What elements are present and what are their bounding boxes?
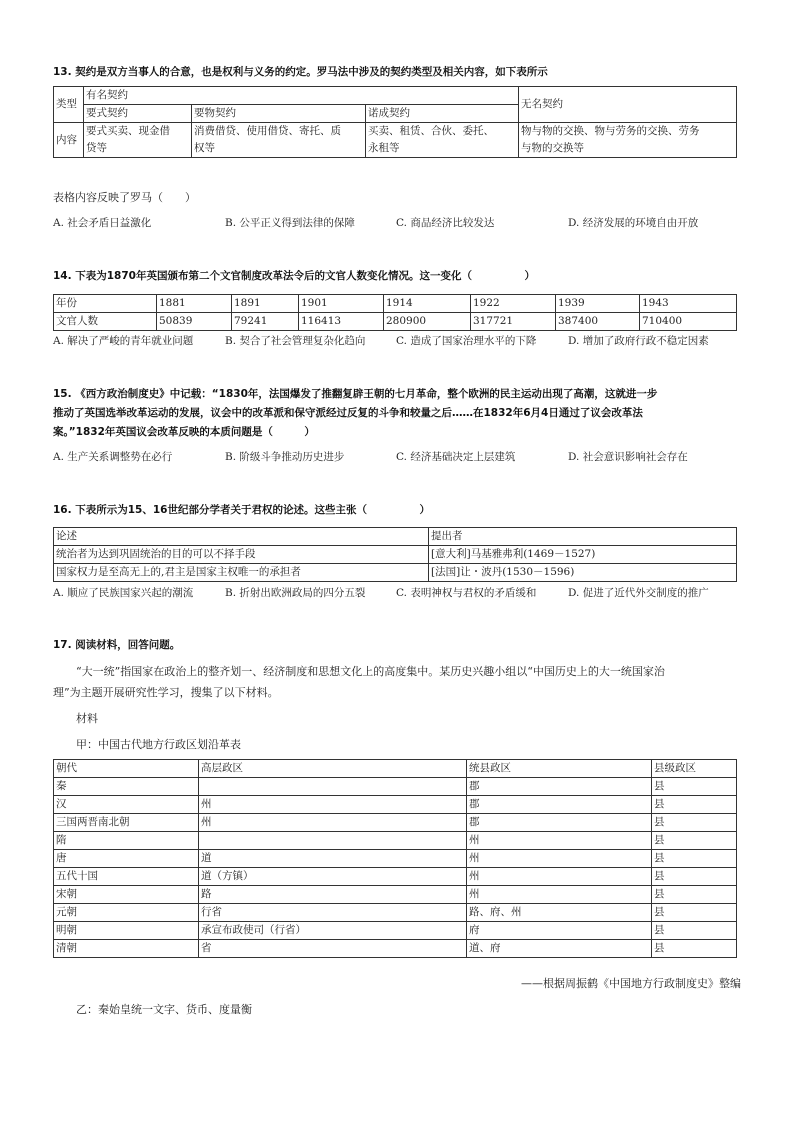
q17-table-cell: 路、府、州 — [467, 904, 652, 922]
q14-count: 79241 — [232, 313, 299, 331]
q17-admin-division-table — [53, 759, 737, 958]
q17-table-cell: 州 — [467, 832, 652, 850]
q13-option-a[interactable]: A. 社会矛盾日益激化 — [53, 217, 152, 229]
q14-year: 1939 — [556, 295, 640, 313]
q17-table-cell: 道、府 — [467, 940, 652, 958]
q17-table-row — [54, 940, 737, 958]
q14-year: 1914 — [384, 295, 471, 313]
q17-source: ——根据周振鹤《中国地方行政制度史》整编 — [521, 977, 741, 990]
q17-intro-line1: “大一统”指国家在政治上的整齐划一、经济制度和思想文化上的高度集中。某历史兴趣小组以“中国历史上的大一统国家治 — [76, 665, 665, 678]
q16-header-statement: 论述 — [54, 528, 429, 546]
q17-table-cell: 县 — [652, 814, 737, 832]
q17-material-jia: 甲：中国古代地方行政区划沿革表 — [76, 738, 241, 751]
q14-year: 1901 — [299, 295, 384, 313]
q17-table-cell: 县 — [652, 922, 737, 940]
q15-stem-line1: 15. 《西方政治制度史》中记载：“1830年，法国爆发了推翻复辟王朝的七月革命，整个欧洲的民主运动出现了高潮，这就进一步 — [53, 388, 658, 400]
q13-ask: 表格内容反映了罗马（ ） — [53, 191, 196, 204]
q14-count: 116413 — [299, 313, 384, 331]
q17-table-cell: 元朝 — [54, 904, 199, 922]
q14-option-b[interactable]: B. 契合了社会管理复杂化趋向 — [225, 335, 366, 347]
q13-row-content-label: 内容 — [54, 123, 84, 158]
q14-civil-servants-table — [53, 294, 737, 331]
q17-table-cell: 县 — [652, 796, 737, 814]
q17-table-cell: 路 — [199, 886, 467, 904]
q17-table-row — [54, 796, 737, 814]
q17-table-cell: 县 — [652, 886, 737, 904]
q17-table-row — [54, 778, 737, 796]
q16-option-b[interactable]: B. 折射出欧洲政局的四分五裂 — [225, 587, 366, 599]
q17-table-row — [54, 814, 737, 832]
q17-table-cell: 县 — [652, 832, 737, 850]
q17-table-cell: 三国两晋南北朝 — [54, 814, 199, 832]
q17-table-cell: 州 — [467, 886, 652, 904]
q16-author: [法国]让・波丹(1530－1596) — [429, 564, 737, 582]
q17-table-row — [54, 868, 737, 886]
q13-kind-3: 诺成契约 — [366, 105, 519, 123]
q17-table-cell: 州 — [467, 850, 652, 868]
q17-table-cell: 郡 — [467, 814, 652, 832]
q17-header: 统县政区 — [467, 760, 652, 778]
q17-material-yi: 乙：秦始皇统一文字、货币、度量衡 — [76, 1003, 252, 1016]
q13-stem: 13. 契约是双方当事人的合意，也是权利与义务的约定。罗马法中涉及的契约类型及相关内容，如下表所示 — [53, 66, 548, 78]
q16-monarchy-table — [53, 527, 737, 582]
q17-table-cell: 行省 — [199, 904, 467, 922]
q15-option-a[interactable]: A. 生产关系调整势在必行 — [53, 451, 173, 463]
q14-year: 1891 — [232, 295, 299, 313]
q17-header: 朝代 — [54, 760, 199, 778]
q14-option-c[interactable]: C. 造成了国家治理水平的下降 — [396, 335, 537, 347]
q14-year: 1943 — [640, 295, 737, 313]
q16-stem: 16. 下表所示为15、16世纪部分学者关于君权的论述。这些主张（ ） — [53, 504, 430, 516]
q17-table-row — [54, 922, 737, 940]
q17-stem: 17. 阅读材料，回答问题。 — [53, 639, 181, 651]
q14-count: 387400 — [556, 313, 640, 331]
q17-table-cell: 明朝 — [54, 922, 199, 940]
q15-option-d[interactable]: D. 社会意识影响社会存在 — [568, 451, 688, 463]
q13-content-1: 要式买卖、现金借 贷等 — [84, 123, 192, 158]
q13-row-type-label: 类型 — [54, 87, 84, 123]
q13-named-header: 有名契约 — [84, 87, 519, 105]
q17-header: 县级政区 — [652, 760, 737, 778]
q16-header-author: 提出者 — [429, 528, 737, 546]
q13-unnamed-header: 无名契约 — [519, 87, 737, 123]
q14-stem: 14. 下表为1870年英国颁布第二个文官制度改革法令后的文官人数变化情况。这一变化（ ） — [53, 270, 535, 282]
q17-table-cell: 秦 — [54, 778, 199, 796]
q17-table-cell — [199, 778, 467, 796]
q17-intro-line2: 理”为主题开展研究性学习，搜集了以下材料。 — [53, 686, 279, 699]
q14-year-label: 年份 — [54, 295, 157, 313]
q17-table-cell: 县 — [652, 850, 737, 868]
q17-header: 高层政区 — [199, 760, 467, 778]
q15-option-c[interactable]: C. 经济基础决定上层建筑 — [396, 451, 516, 463]
q14-count: 317721 — [471, 313, 556, 331]
q13-content-3: 买卖、租赁、合伙、委托、 永租等 — [366, 123, 519, 158]
q15-stem-line2: 推动了英国选举改革运动的发展，议会中的改革派和保守派经过反复的斗争和较量之后……在1832年6月4日通过了议会改革法 — [53, 407, 643, 419]
q16-option-d[interactable]: D. 促进了近代外交制度的推广 — [568, 587, 709, 599]
q16-option-a[interactable]: A. 顺应了民族国家兴起的潮流 — [53, 587, 194, 599]
q14-year: 1922 — [471, 295, 556, 313]
q17-table-cell: 府 — [467, 922, 652, 940]
q17-table-row — [54, 850, 737, 868]
q16-author: [意大利]马基雅弗利(1469－1527) — [429, 546, 737, 564]
q17-table-cell: 宋朝 — [54, 886, 199, 904]
q17-table-cell — [199, 832, 467, 850]
q17-table-row — [54, 886, 737, 904]
q16-statement: 国家权力是至高无上的,君主是国家主权唯一的承担者 — [54, 564, 429, 582]
q14-option-a[interactable]: A. 解决了严峻的青年就业问题 — [53, 335, 194, 347]
q17-table-cell: 州 — [467, 868, 652, 886]
q17-table-cell: 隋 — [54, 832, 199, 850]
q13-option-b[interactable]: B. 公平正义得到法律的保障 — [225, 217, 355, 229]
q13-option-d[interactable]: D. 经济发展的环境自由开放 — [568, 217, 699, 229]
q16-statement: 统治者为达到巩固统治的目的可以不择手段 — [54, 546, 429, 564]
q17-table-cell: 省 — [199, 940, 467, 958]
q17-table-cell: 清朝 — [54, 940, 199, 958]
q17-table-cell: 五代十国 — [54, 868, 199, 886]
q13-content-2: 消费借贷、使用借贷、寄托、质 权等 — [192, 123, 366, 158]
q17-table-cell: 道 — [199, 850, 467, 868]
q17-table-cell: 汉 — [54, 796, 199, 814]
q17-table-cell: 郡 — [467, 778, 652, 796]
q15-stem-line3: 案。”1832年英国议会改革反映的本质问题是（ ） — [53, 426, 315, 438]
q17-table-cell: 唐 — [54, 850, 199, 868]
q17-table-cell: 县 — [652, 940, 737, 958]
q17-table-cell: 县 — [652, 868, 737, 886]
q17-table-cell: 州 — [199, 814, 467, 832]
q13-kind-1: 要式契约 — [84, 105, 192, 123]
q13-content-4: 物与物的交换、物与劳务的交换、劳务 与物的交换等 — [519, 123, 737, 158]
q14-year: 1881 — [157, 295, 232, 313]
q17-table-row — [54, 904, 737, 922]
q14-option-d[interactable]: D. 增加了政府行政不稳定因素 — [568, 335, 709, 347]
q15-option-b[interactable]: B. 阶级斗争推动历史进步 — [225, 451, 345, 463]
q17-table-cell: 承宣布政使司（行省） — [199, 922, 467, 940]
q17-table-cell: 县 — [652, 778, 737, 796]
q14-count-label: 文官人数 — [54, 313, 157, 331]
q13-option-c[interactable]: C. 商品经济比较发达 — [396, 217, 495, 229]
q17-material-label: 材料 — [76, 712, 98, 725]
q14-count: 50839 — [157, 313, 232, 331]
q17-table-cell: 州 — [199, 796, 467, 814]
q17-table-row — [54, 832, 737, 850]
q14-count: 280900 — [384, 313, 471, 331]
q17-table-cell: 郡 — [467, 796, 652, 814]
q16-option-c[interactable]: C. 表明神权与君权的矛盾缓和 — [396, 587, 537, 599]
q17-table-cell: 县 — [652, 904, 737, 922]
q14-count: 710400 — [640, 313, 737, 331]
q13-kind-2: 要物契约 — [192, 105, 366, 123]
q13-contract-table — [53, 86, 737, 158]
q17-table-cell: 道（方镇） — [199, 868, 467, 886]
